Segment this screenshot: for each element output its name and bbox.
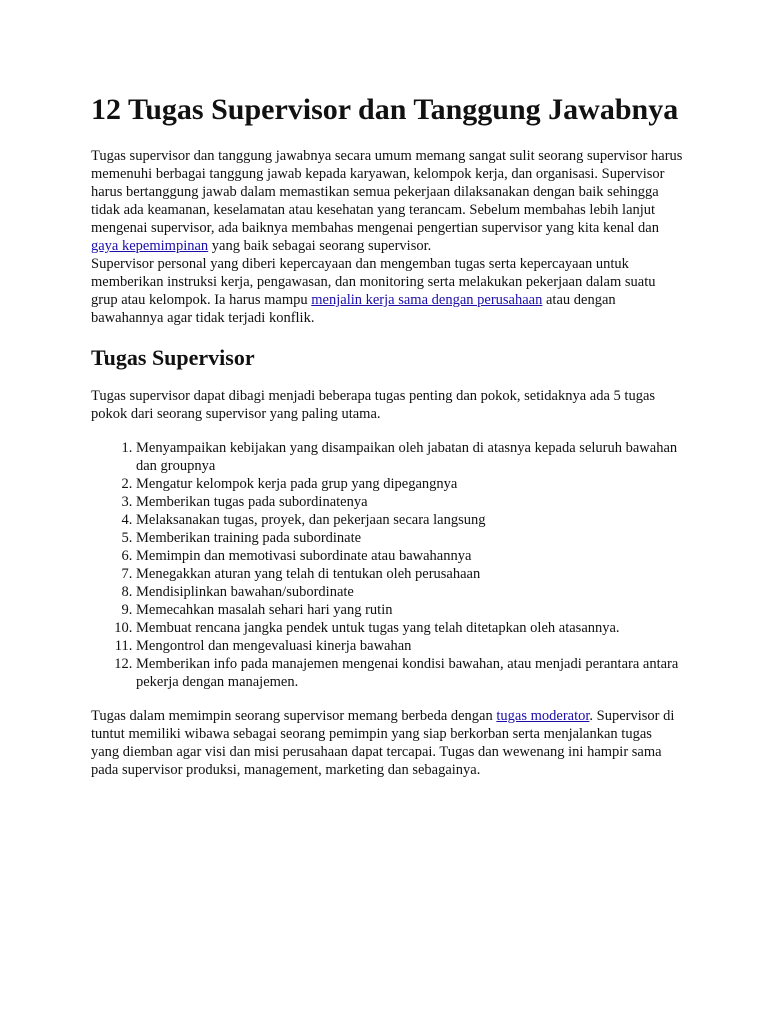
list-item: 12. Memberikan info pada manajemen mengenai kondisi bawahan, atau menjadi perantara antara pekerja dengan manajemen. xyxy=(136,655,683,691)
intro-text-1a: Tugas supervisor dan tanggung jawabnya secara umum memang sangat sulit seorang supervisor harus memenuhi berbagai tanggung jawab kepada karyawan, kelompok kerja, dan organisasi. Supervisor harus bertanggung jawab dalam memastikan semua pekerjaan dilaksanakan dengan baik sehingga tidak ada keamanan, keselamatan atau kesehatan yang terancam. Sebelum membahas lebih lanjut mengenai supervisor, ada baiknya membahas mengenai pengertian supervisor yang kita kenal dan xyxy=(91,148,683,236)
closing-text-b: . Supervisor di tuntut memiliki wibawa sebagai seorang pemimpin yang siap berkorban serta menjalankan tugas yang diemban agar visi dan misi perusahaan dapat tercapai. Tugas dan wewenang ini hampir sama pada supervisor produksi, management, marketing dan sebagainya. xyxy=(91,708,675,778)
list-item: 5. Memberikan training pada subordinate xyxy=(136,529,683,547)
list-item: 9. Memecahkan masalah sehari hari yang rutin xyxy=(136,601,683,619)
article xyxy=(91,92,683,779)
page-title: 12 Tugas Supervisor dan Tanggung Jawabnya xyxy=(91,93,679,126)
tugas-moderator-link[interactable]: tugas moderator xyxy=(496,708,590,724)
section-intro: Tugas supervisor dapat dibagi menjadi beberapa tugas penting dan pokok, setidaknya ada 5 tugas pokok dari seorang supervisor yang paling utama. xyxy=(91,388,656,422)
intro-text-2b: atau dengan bawahannya agar tidak terjadi konflik. xyxy=(91,292,616,326)
list-item: 3. Memberikan tugas pada subordinatenya xyxy=(136,493,683,511)
intro-paragraph-2 xyxy=(91,255,683,327)
section-heading: Tugas Supervisor xyxy=(91,345,255,370)
list-item: 1. Menyampaikan kebijakan yang disampaikan oleh jabatan di atasnya kepada seluruh bawahan dan groupnya xyxy=(136,439,683,475)
menjalin-kerja-sama-link[interactable]: menjalin kerja sama dengan perusahaan xyxy=(311,292,543,308)
list-item: 10. Membuat rencana jangka pendek untuk tugas yang telah ditetapkan oleh atasannya. xyxy=(136,619,683,637)
list-item: 6. Memimpin dan memotivasi subordinate atau bawahannya xyxy=(136,547,683,565)
list-item: 8. Mendisiplinkan bawahan/subordinate xyxy=(136,583,683,601)
task-list xyxy=(91,439,683,691)
list-item: 7. Menegakkan aturan yang telah di tentukan oleh perusahaan xyxy=(136,565,683,583)
intro-text-1b: yang baik sebagai seorang supervisor. xyxy=(208,238,432,254)
list-item: 4. Melaksanakan tugas, proyek, dan pekerjaan secara langsung xyxy=(136,511,683,529)
intro-text-2a: Supervisor personal yang diberi kepercayaan dan mengemban tugas serta kepercayaan untuk memberikan instruksi kerja, pengawasan, dan monitoring serta melakukan pekerjaan dalam suatu grup atau kelompok. Ia harus mampu xyxy=(91,256,656,308)
list-item: 2. Mengatur kelompok kerja pada grup yang dipegangnya xyxy=(136,475,683,493)
list-item: 11. Mengontrol dan mengevaluasi kinerja bawahan xyxy=(136,637,683,655)
gaya-kepemimpinan-link[interactable]: gaya kepemimpinan xyxy=(91,238,209,254)
closing-text-a: Tugas dalam memimpin seorang supervisor memang berbeda dengan xyxy=(91,708,497,724)
closing-paragraph xyxy=(91,707,683,779)
intro-paragraph-1 xyxy=(91,147,683,255)
